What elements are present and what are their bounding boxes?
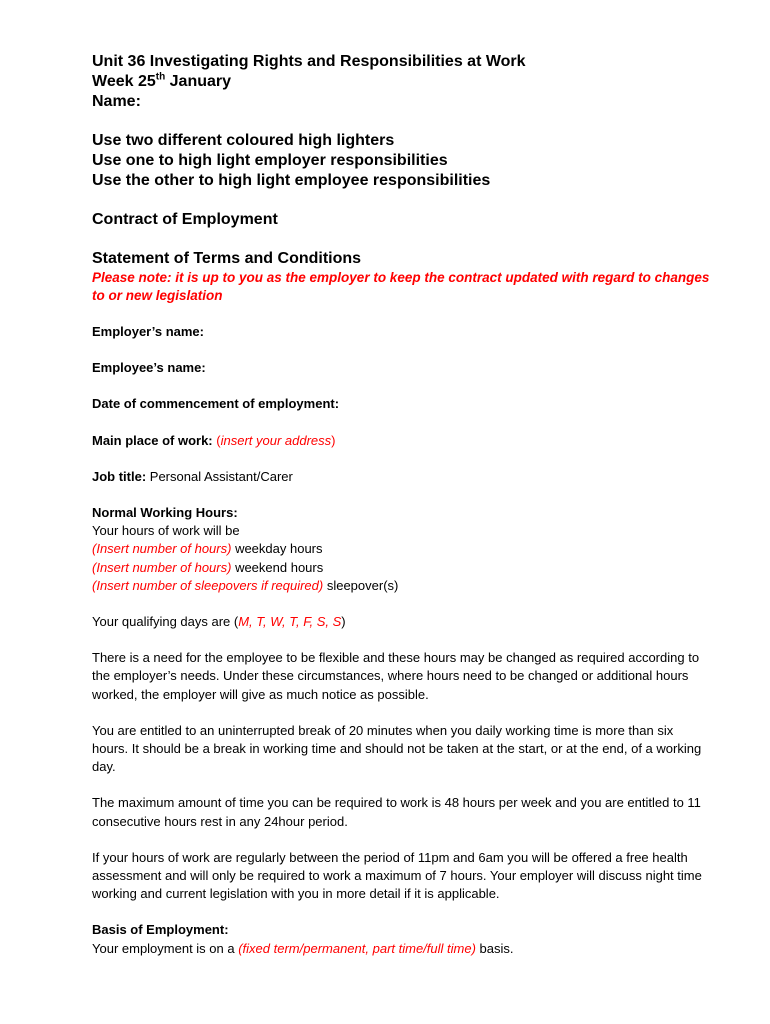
place-of-work xyxy=(92,432,712,450)
legislation-note: Please note: it is up to you as the employer to keep the contract updated with regard to changes to or new legislation xyxy=(92,270,710,303)
night-work-paragraph: If your hours of work are regularly between the period of 11pm and 6am you will be offered a free health assessment and will only be required to work a maximum of 7 hours. Your employer will discuss night time working and current legislation with you in more detail if it is applicable. xyxy=(92,849,702,902)
qualifying-days xyxy=(92,613,712,631)
employer-name-label: Employer’s name: xyxy=(92,324,204,339)
place-close: ) xyxy=(331,432,336,448)
max-hours-paragraph: The maximum amount of time you can be required to work is 48 hours per week and you are entitled to 11 consecutive hours rest in any 24hour period. xyxy=(92,795,701,829)
instruction-3: Use the other to high light employee responsibilities xyxy=(92,172,491,189)
place-label: Main place of work: xyxy=(92,432,213,448)
employee-name-label: Employee’s name: xyxy=(92,360,206,376)
basis-prefix: Your employment is on a xyxy=(92,940,239,956)
contract-heading: Contract of Employment xyxy=(92,211,278,228)
job-label: Job title: xyxy=(92,468,147,484)
weekday-text: weekday hours xyxy=(231,541,323,557)
basis-suffix: basis. xyxy=(475,940,514,956)
job-title xyxy=(92,468,712,486)
statement-heading: Statement of Terms and Conditions xyxy=(92,250,362,267)
weekday-insert: (Insert number of hours) xyxy=(92,541,232,557)
break-paragraph: You are entitled to an uninterrupted break of 20 minutes when you daily working time is more than six hours. It should be a break in working time and should not be taken at the start, or at the end, of a working day. xyxy=(92,722,702,775)
instruction-2: Use one to high light employer responsibilities xyxy=(92,152,448,169)
qualifying-prefix: Your qualifying days are ( xyxy=(92,614,239,630)
flexibility-paragraph: There is a need for the employee to be flexible and these hours may be changed as required according to the employer’s needs. Under these circumstances, where hours need to be changed or additional hours worked, the employer will give as much notice as possible. xyxy=(92,650,700,702)
name-label: Name: xyxy=(92,93,141,110)
week-line xyxy=(92,72,712,92)
hours-intro: Your hours of work will be xyxy=(92,523,240,539)
week-suffix: January xyxy=(165,73,232,90)
qualifying-suffix: ) xyxy=(341,614,346,630)
qualifying-days-value: M, T, W, T, F, S, S xyxy=(238,614,342,630)
basis-line xyxy=(92,940,712,958)
sleepover-insert: (Insert number of sleepovers if required) xyxy=(92,577,324,593)
week-sup: th xyxy=(155,71,166,83)
weekend-insert: (Insert number of hours) xyxy=(92,559,232,575)
commencement-label: Date of commencement of employment: xyxy=(92,396,340,412)
unit-title: Unit 36 Investigating Rights and Responsibilities at Work xyxy=(92,53,526,70)
basis-heading: Basis of Employment: xyxy=(92,922,229,938)
place-value: insert your address xyxy=(220,432,332,448)
job-value: Personal Assistant/Carer xyxy=(146,468,293,484)
document-page xyxy=(92,52,712,958)
week-prefix: Week 25 xyxy=(92,73,156,90)
sleepover-text: sleepover(s) xyxy=(323,577,399,593)
weekend-hours xyxy=(92,559,712,577)
instruction-1: Use two different coloured high lighters xyxy=(92,132,395,149)
basis-options: (fixed term/permanent, part time/full time) xyxy=(238,940,476,956)
sleepovers xyxy=(92,577,712,595)
weekend-text: weekend hours xyxy=(231,559,324,575)
hours-heading: Normal Working Hours: xyxy=(92,505,238,521)
place-open: ( xyxy=(212,432,221,448)
weekday-hours xyxy=(92,540,712,558)
